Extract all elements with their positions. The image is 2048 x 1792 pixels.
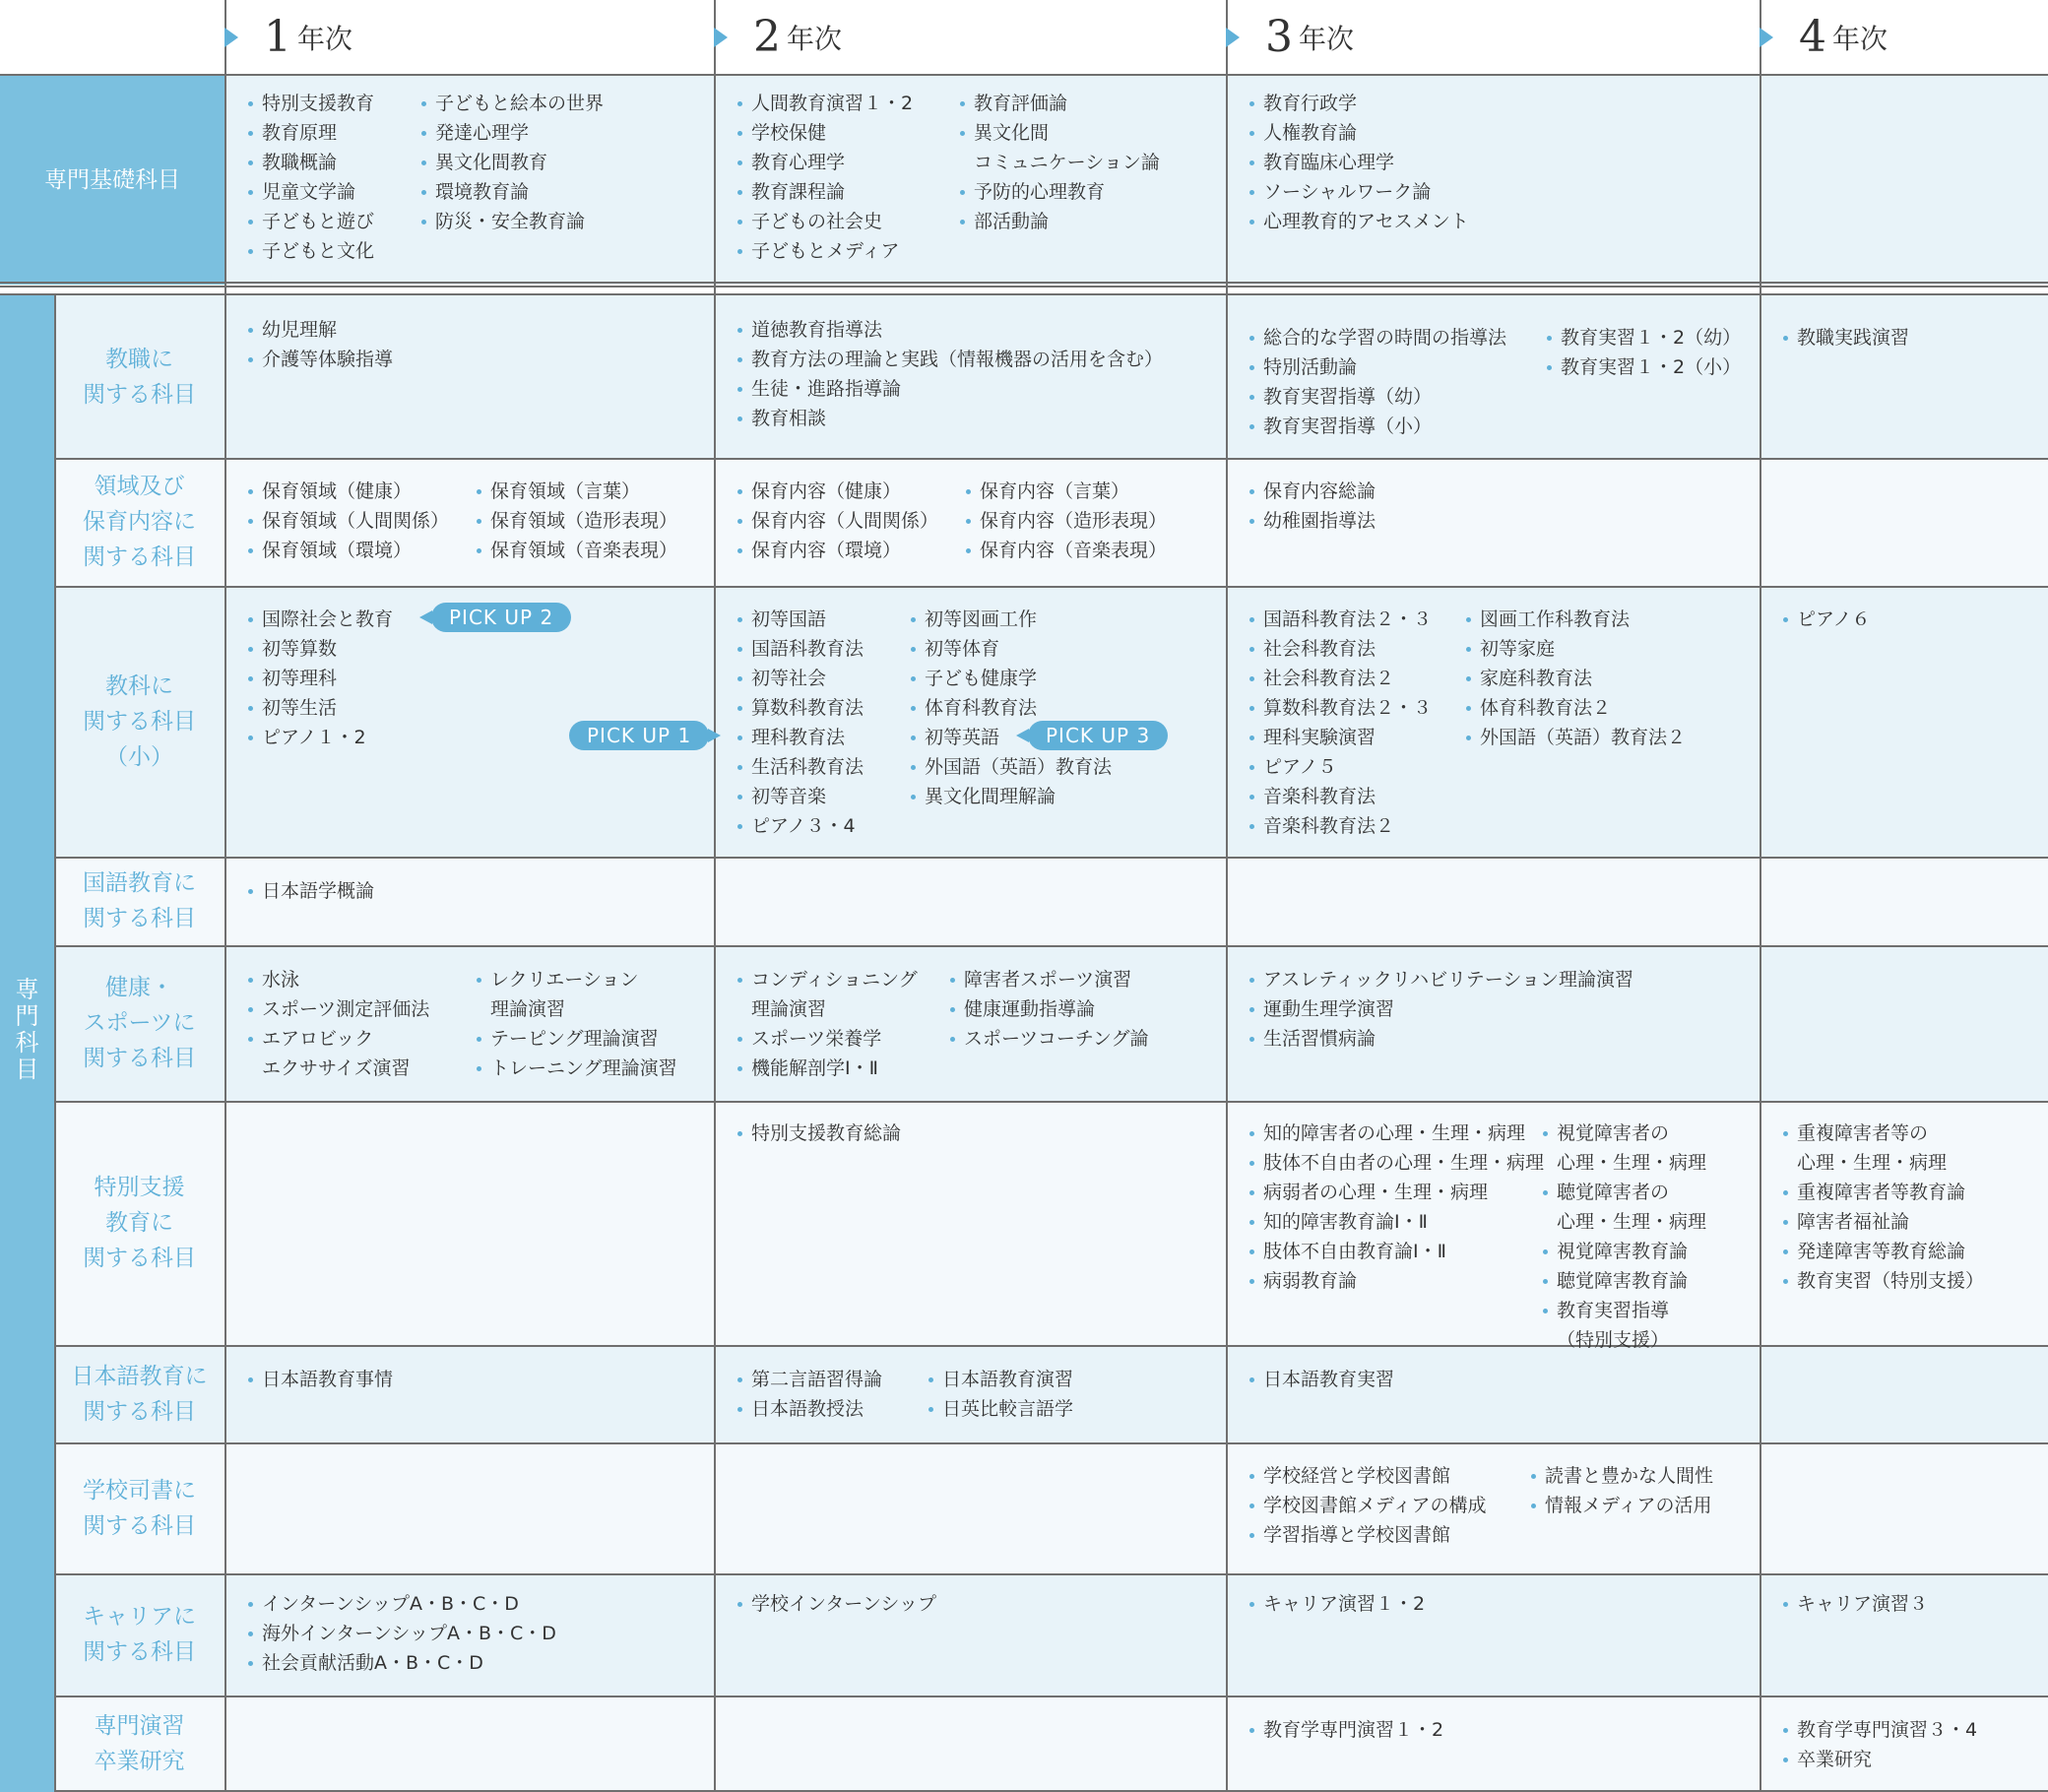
course-item: 教育方法の理論と実践（情報機器の活用を含む） bbox=[737, 345, 1163, 374]
course-item: 教育実習指導 bbox=[1543, 1296, 1706, 1325]
row-label: キャリアに 関する科目 bbox=[83, 1604, 196, 1665]
course-item: 異文化間理解論 bbox=[911, 782, 1112, 811]
course-item: 病弱者の心理・生理・病理 bbox=[1249, 1178, 1544, 1207]
course-item: 算数科教育法 bbox=[737, 693, 864, 723]
pick-up-badge-3[interactable]: PICK UP 3 bbox=[1028, 721, 1168, 750]
course-item: 海外インターンシップA・B・C・D bbox=[248, 1619, 556, 1648]
grid-line bbox=[54, 1573, 2048, 1575]
triangle-arrow-icon bbox=[1760, 28, 1773, 47]
course-item: 教育行政学 bbox=[1249, 89, 1469, 118]
course-item: 家庭科教育法 bbox=[1466, 664, 1686, 693]
course-item: ピアノ３・4 bbox=[737, 811, 864, 841]
course-list bbox=[1249, 965, 1633, 1054]
course-item: 介護等体験指導 bbox=[248, 345, 393, 374]
course-item: 子ども健康学 bbox=[911, 664, 1112, 693]
course-item: 特別支援教育 bbox=[248, 89, 374, 118]
course-item: 教育実習１・2（小） bbox=[1547, 352, 1741, 382]
course-list bbox=[248, 965, 429, 1083]
year-number: 1 bbox=[264, 12, 291, 62]
course-item: 教育学専門演習１・2 bbox=[1249, 1715, 1443, 1745]
course-list bbox=[1783, 1119, 1984, 1296]
grid-line bbox=[54, 1101, 2048, 1103]
course-item: ピアノ１・2 bbox=[248, 723, 393, 752]
course-list bbox=[1249, 1461, 1486, 1550]
year-number: 4 bbox=[1799, 12, 1826, 62]
course-item: コミュニケーション論 bbox=[974, 152, 1160, 173]
course-list bbox=[248, 477, 449, 565]
year-header-4 bbox=[1760, 0, 1888, 75]
course-list bbox=[1249, 1119, 1544, 1296]
course-item: 体育科教育法２ bbox=[1466, 693, 1686, 723]
course-item: テーピング理論演習 bbox=[477, 1024, 677, 1054]
course-item: 心理教育的アセスメント bbox=[1249, 207, 1469, 236]
grid-line bbox=[0, 282, 2048, 284]
grid-line bbox=[54, 1696, 2048, 1697]
course-item: 国際社会と教育 bbox=[248, 605, 393, 634]
course-list bbox=[248, 315, 393, 374]
course-item: 情報メディアの活用 bbox=[1531, 1491, 1713, 1520]
course-item: トレーニング理論演習 bbox=[477, 1054, 677, 1083]
year-number: 3 bbox=[1265, 12, 1293, 62]
year-number: 2 bbox=[753, 12, 781, 62]
course-item: 図画工作科教育法 bbox=[1466, 605, 1686, 634]
course-list bbox=[1466, 605, 1686, 752]
course-list bbox=[1249, 1365, 1394, 1394]
course-list bbox=[1249, 477, 1376, 536]
grid-line bbox=[54, 857, 2048, 859]
course-item: 重複障害者等教育論 bbox=[1783, 1178, 1984, 1207]
course-item: 国語科教育法２・３ bbox=[1249, 605, 1432, 634]
course-item: キャリア演習３ bbox=[1783, 1589, 1928, 1619]
course-list bbox=[248, 1589, 556, 1678]
course-item: 環境教育論 bbox=[421, 177, 604, 207]
grid-line bbox=[54, 1442, 2048, 1444]
course-list bbox=[248, 605, 393, 752]
course-list bbox=[737, 477, 938, 565]
course-item: 水泳 bbox=[248, 965, 429, 994]
course-item: 日本語教育実習 bbox=[1249, 1365, 1394, 1394]
course-item: 日本語教授法 bbox=[737, 1394, 882, 1424]
course-item: 日本語教育事情 bbox=[248, 1365, 393, 1394]
course-item: 子どもとメディア bbox=[737, 236, 913, 266]
course-list bbox=[248, 1365, 393, 1394]
course-list bbox=[1249, 323, 1506, 441]
grid-line bbox=[54, 1345, 2048, 1347]
course-item: 部活動論 bbox=[960, 207, 1160, 236]
course-item: インターンシップA・B・C・D bbox=[248, 1589, 556, 1619]
course-list bbox=[737, 1365, 882, 1424]
course-item: 視覚障害教育論 bbox=[1543, 1237, 1706, 1266]
course-item: 学校図書館メディアの構成 bbox=[1249, 1491, 1486, 1520]
course-item: 国語科教育法 bbox=[737, 634, 864, 664]
course-list bbox=[1249, 605, 1432, 841]
course-item: 聴覚障害教育論 bbox=[1543, 1266, 1706, 1296]
course-list bbox=[1547, 323, 1741, 382]
course-item: 教職概論 bbox=[248, 148, 374, 177]
course-item: 教育課程論 bbox=[737, 177, 913, 207]
row-label: 学校司書に 関する科目 bbox=[83, 1477, 196, 1539]
grid-line bbox=[54, 945, 2048, 947]
course-item: ピアノ５ bbox=[1249, 752, 1432, 782]
year-label: 年次 bbox=[1299, 23, 1355, 55]
course-item: 初等社会 bbox=[737, 664, 864, 693]
course-item: 予防的心理教育 bbox=[960, 177, 1160, 207]
pick-up-badge-1[interactable]: PICK UP 2 bbox=[431, 603, 571, 632]
row-label: 健康・ スポーツに 関する科目 bbox=[83, 975, 196, 1071]
course-list bbox=[1249, 89, 1469, 236]
course-item: エクササイズ演習 bbox=[262, 1057, 411, 1079]
course-item: 保育内容（健康） bbox=[737, 477, 938, 506]
course-item: 視覚障害者の bbox=[1543, 1119, 1706, 1148]
course-item: 特別支援教育総論 bbox=[737, 1119, 901, 1148]
course-item: 人権教育論 bbox=[1249, 118, 1469, 148]
course-item: 教育実習指導（小） bbox=[1249, 412, 1506, 441]
triangle-arrow-icon bbox=[1226, 28, 1240, 47]
course-list bbox=[737, 315, 1163, 433]
course-item: 特別活動論 bbox=[1249, 352, 1506, 382]
course-item: 社会貢献活動A・B・C・D bbox=[248, 1648, 556, 1678]
course-item: 人間教育演習１・2 bbox=[737, 89, 913, 118]
course-item: コンディショニング bbox=[737, 965, 918, 994]
course-item: 重複障害者等の bbox=[1783, 1119, 1984, 1148]
course-item: 理科実験演習 bbox=[1249, 723, 1432, 752]
course-item: 保育内容（人間関係） bbox=[737, 506, 938, 536]
course-item: 教育実習指導（幼） bbox=[1249, 382, 1506, 412]
course-item: 算数科教育法２・３ bbox=[1249, 693, 1432, 723]
course-item: 発達障害等教育総論 bbox=[1783, 1237, 1984, 1266]
course-list bbox=[928, 1365, 1073, 1424]
course-item: 保育領域（人間関係） bbox=[248, 506, 449, 536]
grid-line bbox=[1226, 0, 1228, 1792]
course-item: ソーシャルワーク論 bbox=[1249, 177, 1469, 207]
course-list bbox=[737, 605, 864, 841]
course-item: 保育内容（造形表現） bbox=[966, 506, 1167, 536]
triangle-arrow-icon bbox=[224, 28, 238, 47]
course-item: スポーツ測定評価法 bbox=[248, 994, 429, 1024]
row-band bbox=[54, 1101, 2048, 1345]
course-item: 児童文学論 bbox=[248, 177, 374, 207]
grid-line bbox=[54, 586, 2048, 588]
course-item: 理論演習 bbox=[751, 998, 827, 1020]
course-list bbox=[1783, 323, 1909, 352]
grid-line bbox=[54, 458, 2048, 460]
course-item: 子どもと文化 bbox=[248, 236, 374, 266]
course-item: （特別支援） bbox=[1557, 1329, 1670, 1351]
row-label: 専門演習 卒業研究 bbox=[94, 1713, 185, 1774]
row-band bbox=[54, 1442, 2048, 1573]
course-list bbox=[421, 89, 604, 236]
course-item: 教育実習１・2（幼） bbox=[1547, 323, 1741, 352]
course-list bbox=[1249, 1589, 1425, 1619]
course-item: 幼児理解 bbox=[248, 315, 393, 345]
course-item: 初等家庭 bbox=[1466, 634, 1686, 664]
course-item: 運動生理学演習 bbox=[1249, 994, 1633, 1024]
course-list bbox=[911, 605, 1112, 811]
course-item: 保育領域（造形表現） bbox=[477, 506, 677, 536]
course-item: 肢体不自由者の心理・生理・病理 bbox=[1249, 1148, 1544, 1178]
course-item: 初等図画工作 bbox=[911, 605, 1112, 634]
course-item: 保育領域（音楽表現） bbox=[477, 536, 677, 565]
course-item: 外国語（英語）教育法 bbox=[911, 752, 1112, 782]
course-item: 病弱教育論 bbox=[1249, 1266, 1544, 1296]
course-item: 保育内容（言葉） bbox=[966, 477, 1167, 506]
course-item: キャリア演習１・2 bbox=[1249, 1589, 1425, 1619]
course-item: 知的障害者の心理・生理・病理 bbox=[1249, 1119, 1544, 1148]
course-list bbox=[1783, 1589, 1928, 1619]
row-band bbox=[54, 1696, 2048, 1792]
course-item: 初等英語 bbox=[911, 723, 1112, 752]
course-item: 障害者福祉論 bbox=[1783, 1207, 1984, 1237]
year-header-2 bbox=[714, 0, 842, 75]
course-item: 日英比較言語学 bbox=[928, 1394, 1073, 1424]
course-item: 社会科教育法 bbox=[1249, 634, 1432, 664]
course-list bbox=[737, 89, 913, 266]
course-item: 生活科教育法 bbox=[737, 752, 864, 782]
course-item: 学校経営と学校図書館 bbox=[1249, 1461, 1486, 1491]
grid-line bbox=[1760, 0, 1761, 1792]
course-item: 保育領域（環境） bbox=[248, 536, 449, 565]
triangle-arrow-icon bbox=[714, 28, 728, 47]
course-item: 防災・安全教育論 bbox=[421, 207, 604, 236]
course-item: 初等理科 bbox=[248, 664, 393, 693]
course-item: 保育内容総論 bbox=[1249, 477, 1376, 506]
course-item: 保育内容（音楽表現） bbox=[966, 536, 1167, 565]
course-item: 子どもと絵本の世界 bbox=[421, 89, 604, 118]
course-list bbox=[1531, 1461, 1713, 1520]
course-item: 日本語教育演習 bbox=[928, 1365, 1073, 1394]
course-item: 異文化間 bbox=[960, 118, 1160, 148]
course-item: 社会科教育法２ bbox=[1249, 664, 1432, 693]
course-item: 初等音楽 bbox=[737, 782, 864, 811]
grid-line bbox=[0, 286, 2048, 288]
course-item: 子どもの社会史 bbox=[737, 207, 913, 236]
course-item: 学校保健 bbox=[737, 118, 913, 148]
year-label: 年次 bbox=[1832, 23, 1888, 55]
course-item: 音楽科教育法 bbox=[1249, 782, 1432, 811]
pick-up-badge-2[interactable]: PICK UP 1 bbox=[569, 721, 709, 750]
course-item: レクリエーション bbox=[477, 965, 677, 994]
course-item: 教育相談 bbox=[737, 404, 1163, 433]
course-list bbox=[1543, 1119, 1706, 1355]
course-item: エアロビック bbox=[248, 1024, 429, 1054]
course-item: スポーツ栄養学 bbox=[737, 1024, 918, 1054]
course-item: 理科教育法 bbox=[737, 723, 864, 752]
grid-line bbox=[714, 0, 716, 1792]
course-item: 体育科教育法 bbox=[911, 693, 1112, 723]
course-list bbox=[1249, 1715, 1443, 1745]
course-item: スポーツコーチング論 bbox=[950, 1024, 1149, 1054]
row-label: 領域及び 保育内容に 関する科目 bbox=[83, 474, 196, 570]
row-label: 教科に 関する科目 （小） bbox=[83, 672, 196, 770]
course-item: 保育領域（言葉） bbox=[477, 477, 677, 506]
grid-line bbox=[0, 293, 2048, 295]
course-list bbox=[737, 965, 918, 1083]
course-list bbox=[737, 1119, 901, 1148]
course-list bbox=[1783, 605, 1870, 634]
course-list bbox=[737, 1589, 936, 1619]
row-label: 日本語教育に 関する科目 bbox=[71, 1363, 208, 1425]
course-item: 聴覚障害者の bbox=[1543, 1178, 1706, 1207]
course-item: 生徒・進路指導論 bbox=[737, 374, 1163, 404]
course-item: 読書と豊かな人間性 bbox=[1531, 1461, 1713, 1491]
course-item: 初等国語 bbox=[737, 605, 864, 634]
course-item: 肢体不自由教育論Ⅰ・Ⅱ bbox=[1249, 1237, 1544, 1266]
row-label: 国語教育に 関する科目 bbox=[83, 870, 196, 931]
course-item: 学校インターンシップ bbox=[737, 1589, 936, 1619]
course-item: 保育領域（健康） bbox=[248, 477, 449, 506]
course-list bbox=[966, 477, 1167, 565]
course-item: 道徳教育指導法 bbox=[737, 315, 1163, 345]
course-item: 卒業研究 bbox=[1783, 1745, 1977, 1774]
year-header-3 bbox=[1226, 0, 1354, 75]
row-label: 特別支援 教育に 関する科目 bbox=[83, 1175, 196, 1271]
course-item: 教育評価論 bbox=[960, 89, 1160, 118]
course-list bbox=[477, 965, 677, 1083]
course-list bbox=[248, 89, 374, 266]
course-item: 外国語（英語）教育法２ bbox=[1466, 723, 1686, 752]
course-item: 教育学専門演習３・4 bbox=[1783, 1715, 1977, 1745]
course-list bbox=[950, 965, 1149, 1054]
row-label: 専門基礎科目 bbox=[44, 166, 180, 193]
course-item: 幼稚園指導法 bbox=[1249, 506, 1376, 536]
course-item: 機能解剖学Ⅰ・Ⅱ bbox=[737, 1054, 918, 1083]
course-item: ピアノ６ bbox=[1783, 605, 1870, 634]
course-item: 学習指導と学校図書館 bbox=[1249, 1520, 1486, 1550]
course-item: 初等生活 bbox=[248, 693, 393, 723]
course-list bbox=[248, 876, 374, 906]
course-item: 日本語学概論 bbox=[248, 876, 374, 906]
course-item: 知的障害教育論Ⅰ・Ⅱ bbox=[1249, 1207, 1544, 1237]
year-label: 年次 bbox=[787, 23, 843, 55]
course-item: 教職実践演習 bbox=[1783, 323, 1909, 352]
grid-line bbox=[224, 0, 226, 1792]
course-item: 第二言語習得論 bbox=[737, 1365, 882, 1394]
year-header-1 bbox=[224, 0, 352, 75]
course-item: 保育内容（環境） bbox=[737, 536, 938, 565]
course-item: 音楽科教育法２ bbox=[1249, 811, 1432, 841]
course-item: 子どもと遊び bbox=[248, 207, 374, 236]
course-list bbox=[477, 477, 677, 565]
course-list bbox=[1783, 1715, 1977, 1774]
course-item: 心理・生理・病理 bbox=[1557, 1152, 1707, 1174]
course-item: 教育心理学 bbox=[737, 148, 913, 177]
course-item: 教育臨床心理学 bbox=[1249, 148, 1469, 177]
course-item: 生活習慣病論 bbox=[1249, 1024, 1633, 1054]
course-item: 心理・生理・病理 bbox=[1557, 1211, 1707, 1233]
course-item: 心理・生理・病理 bbox=[1797, 1152, 1948, 1174]
course-item: 教育実習（特別支援） bbox=[1783, 1266, 1984, 1296]
course-list bbox=[960, 89, 1160, 236]
course-item: 初等体育 bbox=[911, 634, 1112, 664]
course-item: 健康運動指導論 bbox=[950, 994, 1149, 1024]
course-item: 異文化間教育 bbox=[421, 148, 604, 177]
year-label: 年次 bbox=[297, 23, 353, 55]
course-item: 教育原理 bbox=[248, 118, 374, 148]
course-item: 発達心理学 bbox=[421, 118, 604, 148]
course-item: 総合的な学習の時間の指導法 bbox=[1249, 323, 1506, 352]
course-item: 初等算数 bbox=[248, 634, 393, 664]
course-item: 障害者スポーツ演習 bbox=[950, 965, 1149, 994]
row-label: 教職に 関する科目 bbox=[83, 346, 196, 408]
specialty-group-label: 専 門 科 目 bbox=[15, 976, 39, 1083]
course-item: アスレティックリハビリテーション理論演習 bbox=[1249, 965, 1633, 994]
course-item: 理論演習 bbox=[490, 998, 566, 1020]
